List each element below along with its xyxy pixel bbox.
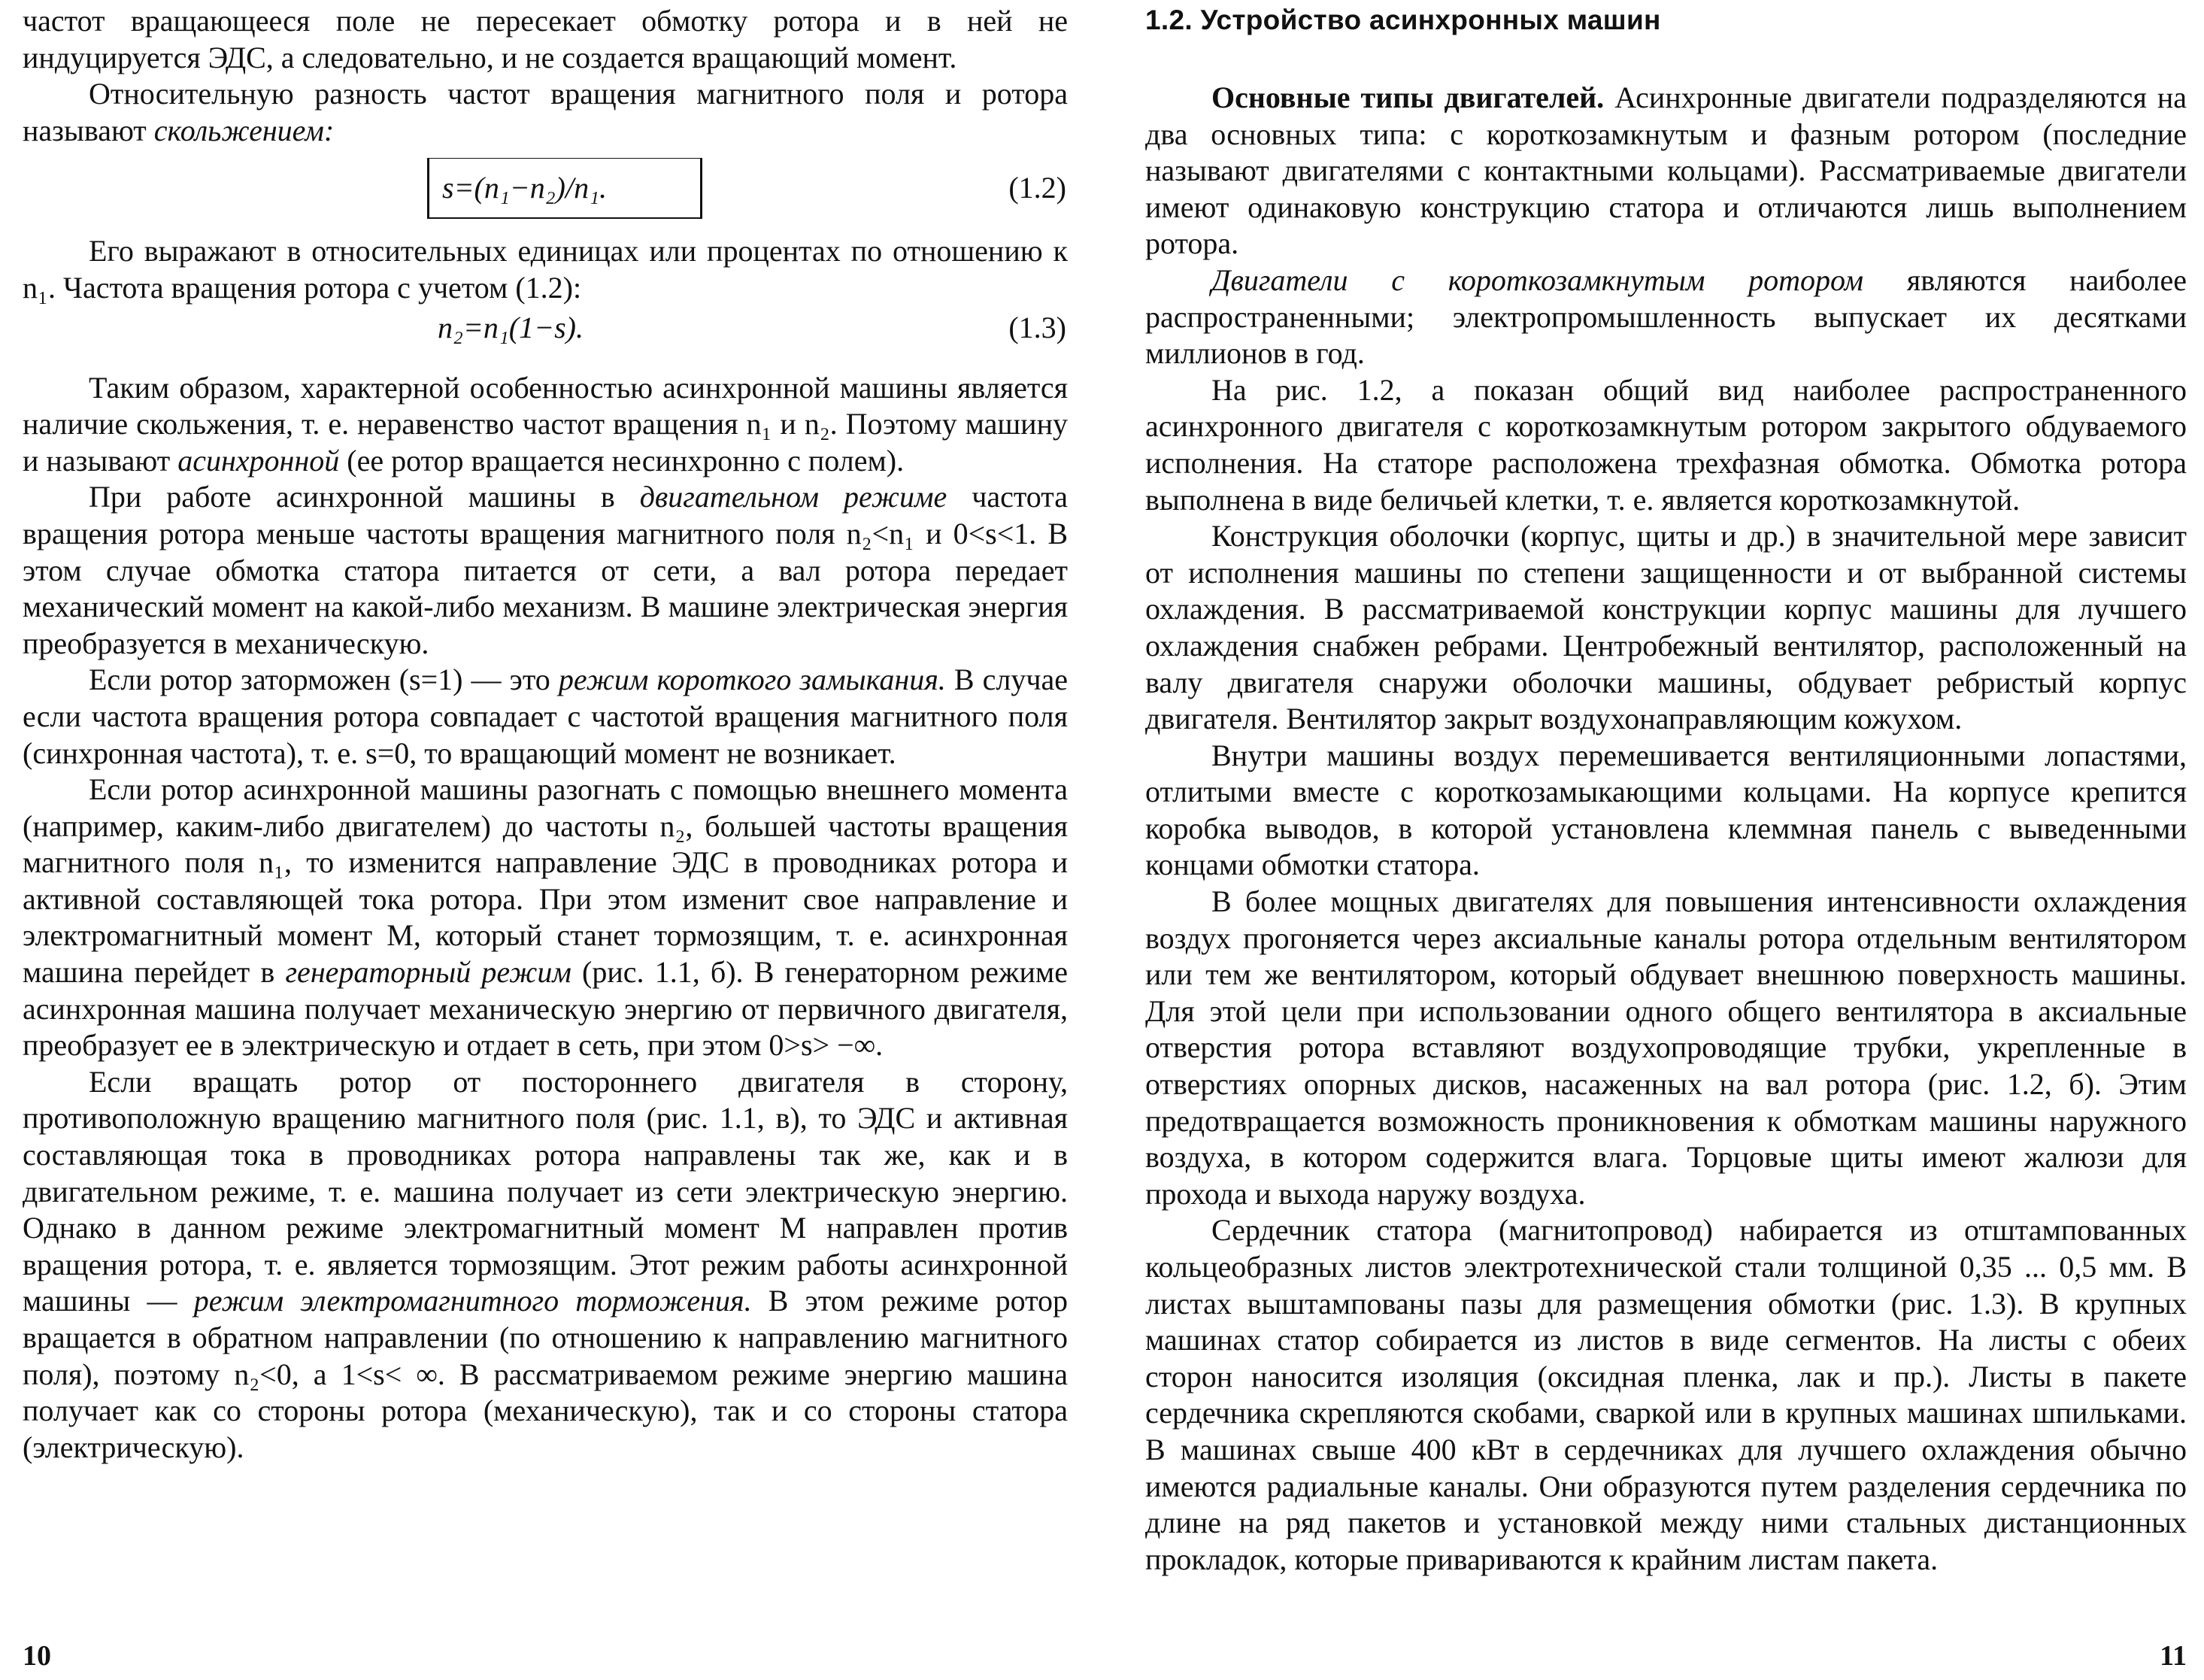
section-heading: 1.2. Устройство асинхронных машин [1145, 5, 1661, 35]
paragraph: частот вращающееся поле не пересекает обмотку ротора и в ней не индуцируется ЭДС, а следовательно, и не создается вращающий момент. [23, 4, 1068, 74]
paragraph: Если ротор заторможен (s=1) — это режим короткого замыкания. В случае если частота вращения ротора совпадает с частотой вращения магнитного поля (синхронная частота), т. е. s=0, то вращающий момент не возникает. [23, 663, 1068, 770]
page-number: 10 [23, 1640, 51, 1672]
right-page [1145, 0, 2187, 1680]
paragraph: В более мощных двигателях для повышения интенсивности охлаждения воздух прогоняется через аксиальные каналы ротора отдельным вентилятором или тем же вентилятором, который обдувает внешнюю поверхность машины. Для этой цели при использовании одного общего вентилятора в аксиальные отверстия ротора вставляют воздухопроводящие трубки, укрепленные в отверстиях опорных дисков, насаженных на вал ротора (рис. 1.2, б). Этим предотвращается возможность проникновения к обмоткам машины наружного воздуха, в котором содержится влага. Торцовые щиты имеют жалюзи для прохода и выхода наружу воздуха. [1145, 884, 2187, 1211]
paragraph: При работе асинхронной машины в двигательном режиме частота вращения ротора меньше частоты вращения магнитного поля n₂<n₁ и 0<s<1. В этом случае обмотка статора питается от сети, а вал ротора передает механический момент на какой-либо механизм. В машине электрическая энергия преобразуется в механическую. [23, 480, 1068, 660]
formula-text: s=(n₁−n₂)/n₁. [442, 171, 608, 205]
paragraph: Основные типы двигателей. Асинхронные двигатели подразделяются на два основных типа: с короткозамкнутым и фазным ротором (последние называют двигателями с контактными кольцами). Рассматриваемые двигатели имеют одинаковую конструкцию статора и отличаются лишь выполнением ротора. [1145, 80, 2187, 261]
paragraph: Его выражают в относительных единицах или процентах по отношению к n₁. Частота вращения ротора с учетом (1.2): [23, 234, 1068, 305]
paragraph: Относительную разность частот вращения магнитного поля и ротора называют скольжением: [23, 77, 1068, 147]
paragraph: Сердечник статора (магнитопровод) набирается из отштампованных кольцеобразных листов электротехнической стали толщиной 0,35 ... 0,5 мм. В листах выштампованы пазы для размещения обмотки (рис. 1.3). В крупных машинах статор собирается из листов в виде сегментов. На листы с обеих сторон наносится изоляция (оксидная пленка, лак и пр.). Листы в пакете сердечника скрепляются скобами, сваркой или в крупных машинах шпильками. В машинах свыше 400 кВт в сердечниках для лучшего охлаждения обычно имеются радиальные каналы. Они образуются путем разделения сердечника по длине на ряд пакетов и установкой между ними стальных дистанционных прокладок, которые привариваются к крайним листам пакета. [1145, 1213, 2187, 1576]
paragraph: Двигатели с короткозамкнутым ротором являются наиболее распространенными; электропромышленность выпускает их десятками миллионов в год. [1145, 262, 2187, 371]
equation-number: (1.2) [1008, 171, 1066, 205]
formula-1-2 [23, 156, 1068, 220]
paragraph: Если ротор асинхронной машины разогнать с помощью внешнего момента (например, каким-либо двигателем) до частоты n₂, большей частоты вращения магнитного поля n₁, то изменится направление ЭДС в проводниках ротора и активной составляющей тока ротора. При этом изменит свое направление и электромагнитный момент M, который станет тормозящим, т. е. асинхронная машина перейдет в генераторный режим (рис. 1.1, б). В генераторном режиме асинхронная машина получает механическую энергию от первичного двигателя, преобразует ее в электрическую и отдает в сеть, при этом 0>s> −∞. [23, 772, 1068, 1063]
equation-number: (1.3) [1008, 310, 1066, 344]
left-page [23, 0, 1068, 1680]
left-text-column [23, 3, 1068, 1466]
page-number: 11 [2160, 1640, 2187, 1672]
paragraph: На рис. 1.2, а показан общий вид наиболее распространенного асинхронного двигателя с короткозамкнутым ротором закрытого обдуваемого исполнения. На статоре расположена трехфазная обмотка. Обмотка ротора выполнена в виде беличьей клетки, т. е. является короткозамкнутой. [1145, 372, 2187, 517]
formula-1-3 [23, 307, 1068, 347]
paragraph: Таким образом, характерной особенностью асинхронной машины является наличие скольжения, т. е. неравенство частот вращения n₁ и n₂. Поэтому машину и называют асинхронной (ее ротор вращается несинхронно с полем). [23, 370, 1068, 478]
right-text-column [1145, 3, 2187, 1578]
formula-text: n₂=n₁(1−s). [438, 310, 584, 344]
paragraph: Конструкция оболочки (корпус, щиты и др.) в значительной мере зависит от исполнения машины по степени защищенности и от выбранной системы охлаждения. В рассматриваемой конструкции корпус машины для лучшего охлаждения снабжен ребрами. Центробежный вентилятор, расположенный на валу двигателя снаружи оболочки машины, обдувает ребристый корпус двигателя. Вентилятор закрыт воздухонаправляющим кожухом. [1145, 519, 2187, 736]
paragraph: Если вращать ротор от постороннего двигателя в сторону, противоположную вращению магнитного поля (рис. 1.1, в), то ЭДС и активная составляющая тока в проводниках ротора направлены так же, как и в двигательном режиме, т. е. машина получает из сети электрическую энергию. Однако в данном режиме электромагнитный момент M направлен против вращения ротора, т. е. является тормозящим. Этот режим работы асинхронной машины — режим электромагнитного торможения. В этом режиме ротор вращается в обратном направлении (по отношению к направлению магнитного поля), поэтому n₂<0, а 1<s< ∞. В рассматриваемом режиме энергию машина получает как со стороны ротора (механическую), так и со стороны статора (электрическую). [23, 1064, 1069, 1464]
paragraph: Внутри машины воздух перемешивается вентиляционными лопастями, отлитыми вместе с короткозамыкающими кольцами. На корпусе крепится коробка выводов, в которой установлена клеммная панель с выведенными концами обмотки статора. [1145, 738, 2187, 882]
